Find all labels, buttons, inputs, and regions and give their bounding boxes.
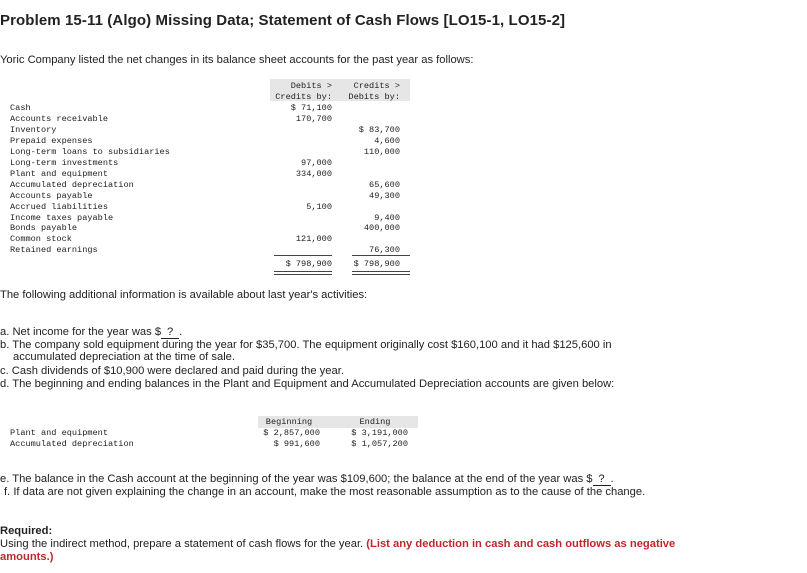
item-c: c. Cash dividends of $10,900 were declared and paid during the year. <box>0 365 344 377</box>
item-f: f. If data are not given explaining the change in an account, make the most reasonable assumption as to the cause of the change. <box>4 486 646 498</box>
credit-double-rule <box>352 271 410 275</box>
debit-value: 334,000 <box>295 168 332 179</box>
account-label: Accumulated depreciation <box>10 179 134 190</box>
credit-value: 49,300 <box>369 190 400 201</box>
credit-total-rule <box>352 255 410 256</box>
net-changes-table <box>8 79 418 279</box>
debit-value: $ 71,100 <box>290 103 332 113</box>
ending-value: $ 3,191,000 <box>351 428 408 438</box>
account-label: Accounts receivable <box>10 114 108 124</box>
ending-value: $ 1,057,200 <box>351 439 408 449</box>
debit-value: 121,000 <box>295 234 332 245</box>
account-label: Long-term loans to subsidiaries <box>10 146 170 157</box>
beginning-header: Beginning <box>265 417 313 427</box>
required-text: Using the indirect method, prepare a statement of cash flows for the year. <box>0 538 367 550</box>
item-e-text: e. The balance in the Cash account at the beginning of the year was $109,600; the balance at the end of the year was $ <box>0 473 593 485</box>
balance-label: Plant and equipment <box>10 428 108 438</box>
debit-value: 97,000 <box>301 157 332 168</box>
debits-header <box>270 81 332 102</box>
account-label: Inventory <box>10 124 57 135</box>
account-label: Plant and equipment <box>10 168 108 179</box>
account-label: Prepaid expenses <box>10 135 93 146</box>
debit-value: 5,100 <box>306 201 332 212</box>
credits-header <box>338 81 400 102</box>
credit-value: 400,000 <box>363 223 400 234</box>
required-note-line1: (List any deduction in cash and cash outflows as negative <box>366 538 676 550</box>
item-b-line2: accumulated depreciation at the time of sale. <box>13 351 236 363</box>
account-label: Cash <box>10 103 31 113</box>
debit-total-rule <box>274 255 332 256</box>
item-b-line1: b. The company sold equipment during the year for $35,700. The equipment originally cost $160,100 and it had $125,600 in <box>0 339 612 351</box>
account-label: Income taxes payable <box>10 212 114 223</box>
account-label: Common stock <box>10 234 72 245</box>
account-label: Accrued liabilities <box>10 201 108 212</box>
item-d: d. The beginning and ending balances in the Plant and Equipment and Accumulated Depreciation accounts are given below: <box>0 378 615 390</box>
credit-total: $ 798,900 <box>353 259 400 269</box>
credit-value: 9,400 <box>374 212 400 223</box>
credit-value: 4,600 <box>374 135 400 146</box>
account-label: Accounts payable <box>10 190 93 201</box>
required-text-line2 <box>0 551 53 563</box>
debit-value: 170,700 <box>295 114 332 124</box>
ending-header: Ending <box>359 417 391 427</box>
ending-cash-blank: ? <box>593 473 611 486</box>
item-e <box>0 473 614 486</box>
item-e-end: . <box>610 473 614 485</box>
account-label: Long-term investments <box>10 157 119 168</box>
item-a <box>0 326 182 339</box>
account-label: Retained earnings <box>10 245 98 256</box>
debit-double-rule <box>274 271 332 275</box>
credit-value: 65,600 <box>369 179 400 190</box>
credits-header-line2: Debits by: <box>348 91 400 102</box>
intro-text: Yoric Company listed the net changes in its balance sheet accounts for the past year as follows: <box>0 54 474 66</box>
additional-info-intro: The following additional information is available about last year's activities: <box>0 289 368 301</box>
balances-table <box>8 414 418 454</box>
required-note-line2: amounts.) <box>0 551 54 563</box>
required-text-line1 <box>0 538 675 550</box>
beginning-value: $ 2,857,000 <box>263 428 320 438</box>
balance-label: Accumulated depreciation <box>10 439 134 449</box>
debit-total: $ 798,900 <box>285 259 332 269</box>
credits-header-line1: Credits > <box>353 81 400 91</box>
net-income-blank: ? <box>161 326 179 339</box>
required-heading <box>0 525 52 537</box>
account-label: Bonds payable <box>10 223 78 234</box>
item-a-text: a. Net income for the year was $ <box>0 326 162 338</box>
debits-header-line2: Credits by: <box>275 91 332 102</box>
beginning-value: $ 991,600 <box>273 439 320 449</box>
credit-value: 76,300 <box>369 245 400 256</box>
item-a-end: . <box>179 326 183 338</box>
required-label: Required: <box>0 525 53 537</box>
credit-value: 110,000 <box>363 146 400 157</box>
credit-value: $ 83,700 <box>358 124 400 135</box>
debits-header-line1: Debits > <box>290 81 332 91</box>
page-title: Problem 15-11 (Algo) Missing Data; Statement of Cash Flows [LO15-1, LO15-2] <box>0 12 566 29</box>
